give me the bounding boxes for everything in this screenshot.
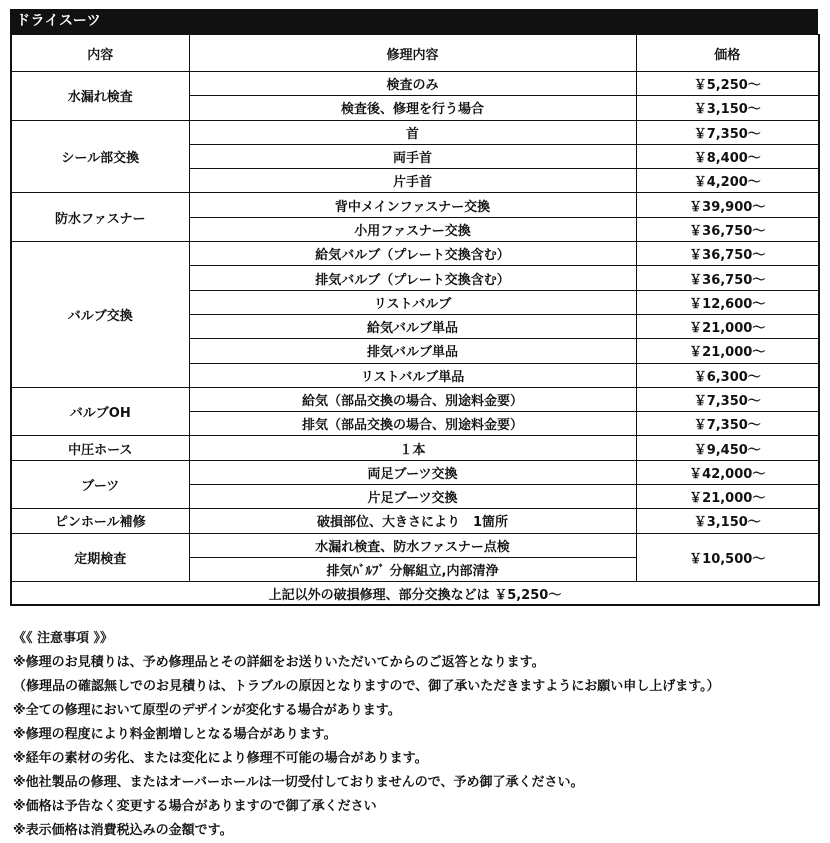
repair-price-table bbox=[10, 34, 820, 606]
header-category: 内容 bbox=[11, 35, 189, 72]
table-row bbox=[11, 533, 819, 557]
work-cell: 排気（部品交換の場合、別途料金要） bbox=[189, 412, 636, 436]
work-cell: 排気バルブ（プレート交換含む） bbox=[189, 266, 636, 290]
category-cell: ピンホール補修 bbox=[11, 509, 189, 533]
table-row bbox=[11, 72, 819, 96]
price-cell: ￥39,900～ bbox=[636, 193, 819, 217]
price-cell: ￥5,250～ bbox=[636, 72, 819, 96]
price-cell: ￥12,600～ bbox=[636, 290, 819, 314]
price-cell: ￥4,200～ bbox=[636, 169, 819, 193]
notes-section bbox=[13, 627, 828, 843]
price-cell: ￥36,750～ bbox=[636, 242, 819, 266]
section-title: ドライスーツ bbox=[10, 9, 818, 34]
price-cell: ￥21,000～ bbox=[636, 485, 819, 509]
price-cell: ￥7,350～ bbox=[636, 387, 819, 411]
price-cell: ￥10,500～ bbox=[636, 533, 819, 582]
table-body bbox=[11, 72, 819, 606]
table-row bbox=[11, 509, 819, 533]
table-row bbox=[11, 242, 819, 266]
note-item: ※修理のお見積りは、予め修理品とその詳細をお送りいただいてからのご返答となります。 bbox=[13, 655, 545, 670]
note-item: ※表示価格は消費税込みの金額です。 bbox=[13, 823, 233, 838]
header-work: 修理内容 bbox=[189, 35, 636, 72]
price-cell: ￥8,400～ bbox=[636, 144, 819, 168]
work-cell: 検査のみ bbox=[189, 72, 636, 96]
category-cell: シール部交換 bbox=[11, 120, 189, 193]
work-cell: リストバルブ bbox=[189, 290, 636, 314]
header-price: 価格 bbox=[636, 35, 819, 72]
price-cell: ￥36,750～ bbox=[636, 217, 819, 241]
work-cell: リストバルブ単品 bbox=[189, 363, 636, 387]
price-cell: ￥7,350～ bbox=[636, 120, 819, 144]
price-cell: ￥21,000～ bbox=[636, 314, 819, 338]
note-item: ※価格は予告なく変更する場合がありますので御了承ください bbox=[13, 799, 377, 814]
note-item: ※修理の程度により料金割増しとなる場合があります。 bbox=[13, 727, 337, 742]
price-cell: ￥3,150～ bbox=[636, 509, 819, 533]
table-row bbox=[11, 460, 819, 484]
work-cell: 片足ブーツ交換 bbox=[189, 485, 636, 509]
note-item: ※経年の素材の劣化、または変化により修理不可能の場合があります。 bbox=[13, 751, 428, 766]
price-cell: ￥21,000～ bbox=[636, 339, 819, 363]
table-header-row bbox=[11, 35, 819, 72]
footer-note: 上記以外の破損修理、部分交換などは ￥5,250～ bbox=[11, 582, 819, 606]
price-list bbox=[10, 9, 818, 606]
work-cell: 給気バルブ（プレート交換含む） bbox=[189, 242, 636, 266]
table-row bbox=[11, 436, 819, 460]
category-cell: 定期検査 bbox=[11, 533, 189, 582]
work-cell: 給気（部品交換の場合、別途料金要） bbox=[189, 387, 636, 411]
category-cell: バルブ交換 bbox=[11, 242, 189, 388]
work-cell: 給気バルブ単品 bbox=[189, 314, 636, 338]
work-cell: １本 bbox=[189, 436, 636, 460]
category-cell: 中圧ホース bbox=[11, 436, 189, 460]
work-cell: 背中メインファスナー交換 bbox=[189, 193, 636, 217]
notes-list bbox=[13, 651, 828, 843]
price-cell: ￥9,450～ bbox=[636, 436, 819, 460]
work-cell: 両手首 bbox=[189, 144, 636, 168]
work-cell: 水漏れ検査、防水ファスナー点検 bbox=[189, 533, 636, 557]
price-cell: ￥6,300～ bbox=[636, 363, 819, 387]
work-cell: 小用ファスナー交換 bbox=[189, 217, 636, 241]
table-row bbox=[11, 387, 819, 411]
price-cell: ￥7,350～ bbox=[636, 412, 819, 436]
work-cell: 片手首 bbox=[189, 169, 636, 193]
category-cell: 水漏れ検査 bbox=[11, 72, 189, 121]
price-cell: ￥3,150～ bbox=[636, 96, 819, 120]
note-item: （修理品の確認無しでのお見積りは、トラブルの原因となりますので、御了承いただきますようにお願い申し上げます。） bbox=[13, 679, 720, 694]
work-cell: 破損部位、大きさにより 1箇所 bbox=[189, 509, 636, 533]
category-cell: バルブOH bbox=[11, 387, 189, 436]
price-cell: ￥36,750～ bbox=[636, 266, 819, 290]
category-cell: 防水ファスナー bbox=[11, 193, 189, 242]
table-row bbox=[11, 193, 819, 217]
notes-title: 《《 注意事項 》》 bbox=[13, 631, 114, 646]
note-item: ※全ての修理において原型のデザインが変化する場合があります。 bbox=[13, 703, 401, 718]
work-cell: 排気バルブ単品 bbox=[189, 339, 636, 363]
work-cell: 排気ﾊﾞﾙﾌﾞ 分解組立,内部清浄 bbox=[189, 557, 636, 581]
work-cell: 首 bbox=[189, 120, 636, 144]
work-cell: 検査後、修理を行う場合 bbox=[189, 96, 636, 120]
price-cell: ￥42,000～ bbox=[636, 460, 819, 484]
footer-row bbox=[11, 582, 819, 606]
table-row bbox=[11, 120, 819, 144]
work-cell: 両足ブーツ交換 bbox=[189, 460, 636, 484]
note-item: ※他社製品の修理、またはオーバーホールは一切受付しておりませんので、予め御了承ください。 bbox=[13, 775, 584, 790]
category-cell: ブーツ bbox=[11, 460, 189, 509]
